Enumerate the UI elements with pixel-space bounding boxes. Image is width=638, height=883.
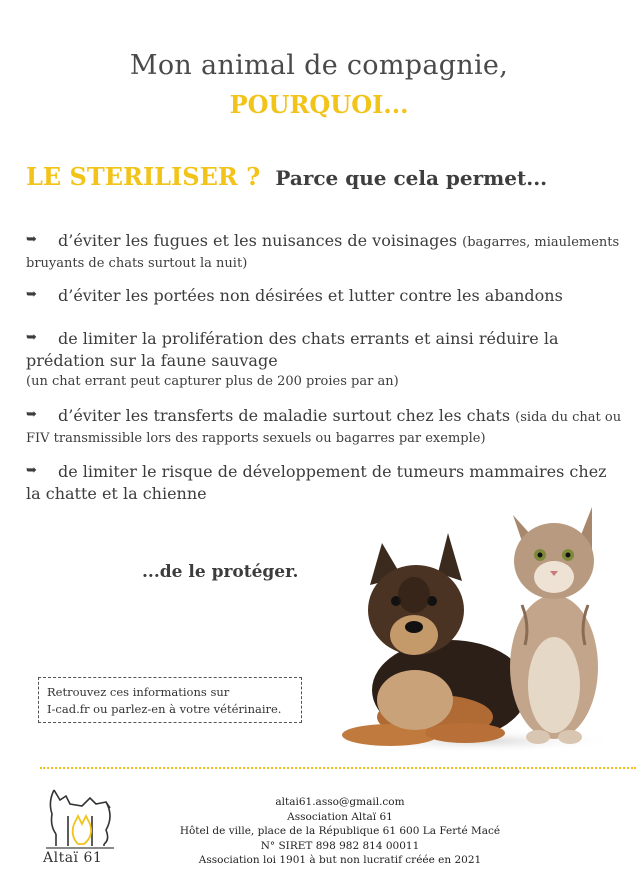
list-item-text: de limiter la prolifération des chats errants et ainsi réduire la prédation sur la faune sauvage: [26, 329, 559, 370]
protect-text: ...de le protéger.: [142, 562, 299, 582]
footer-association: Association Altaï 61: [287, 810, 393, 823]
section-heading: [26, 162, 547, 191]
kitten-illustration: [510, 507, 598, 744]
puppy-kitten-photo: [330, 495, 620, 757]
footer-siret: N° SIRET 898 982 814 00011: [260, 839, 420, 852]
footer-law: Association loi 1901 à but non lucratif créée en 2021: [198, 854, 482, 866]
info-box: [38, 677, 302, 723]
footer-email: altai61.asso@gmail.com: [275, 796, 405, 808]
heading-question: LE STERILISER ?: [26, 162, 261, 191]
footer-separator: [40, 767, 636, 769]
logo-name: Altaï 61: [43, 850, 103, 866]
page-subtitle: POURQUOI...: [229, 90, 409, 119]
list-item: [26, 285, 626, 307]
footer-contact: [160, 795, 520, 868]
info-line-2: I-cad.fr ou parlez-en à votre vétérinaire.: [47, 702, 282, 716]
heading-intro: Parce que cela permet...: [275, 166, 548, 190]
list-item: [26, 328, 626, 391]
list-item-text: d’éviter les transferts de maladie surtout chez les chats: [58, 406, 511, 425]
arrow-icon: ➥: [26, 407, 37, 422]
list-item: [26, 230, 626, 273]
list-item-detail: (un chat errant peut capturer plus de 200 proies par an): [26, 374, 399, 389]
list-item-text: d’éviter les fugues et les nuisances de voisinages: [58, 231, 458, 250]
footer-address: Hôtel de ville, place de la République 61 600 La Ferté Macé: [179, 825, 501, 837]
arrow-icon: ➥: [26, 463, 37, 478]
list-item-text: de limiter le risque de développement de tumeurs mammaires chez la chatte et la chienne: [26, 462, 607, 503]
arrow-icon: ➥: [26, 232, 37, 247]
list-item-detail: (bagarres, miaulements bruyants de chats surtout la nuit): [26, 235, 620, 271]
list-item-text: d’éviter les portées non désirées et lutter contre les abandons: [58, 286, 563, 305]
arrow-icon: ➥: [26, 287, 37, 302]
list-item-detail: (sida du chat ou FIV transmissible lors des rapports sexuels ou bagarres par exemple): [26, 410, 622, 446]
info-line-1: Retrouvez ces informations sur: [47, 685, 230, 699]
puppy-illustration: [342, 533, 528, 746]
arrow-icon: ➥: [26, 330, 37, 345]
list-item: [26, 405, 626, 448]
page-title: Mon animal de compagnie,: [129, 50, 509, 81]
